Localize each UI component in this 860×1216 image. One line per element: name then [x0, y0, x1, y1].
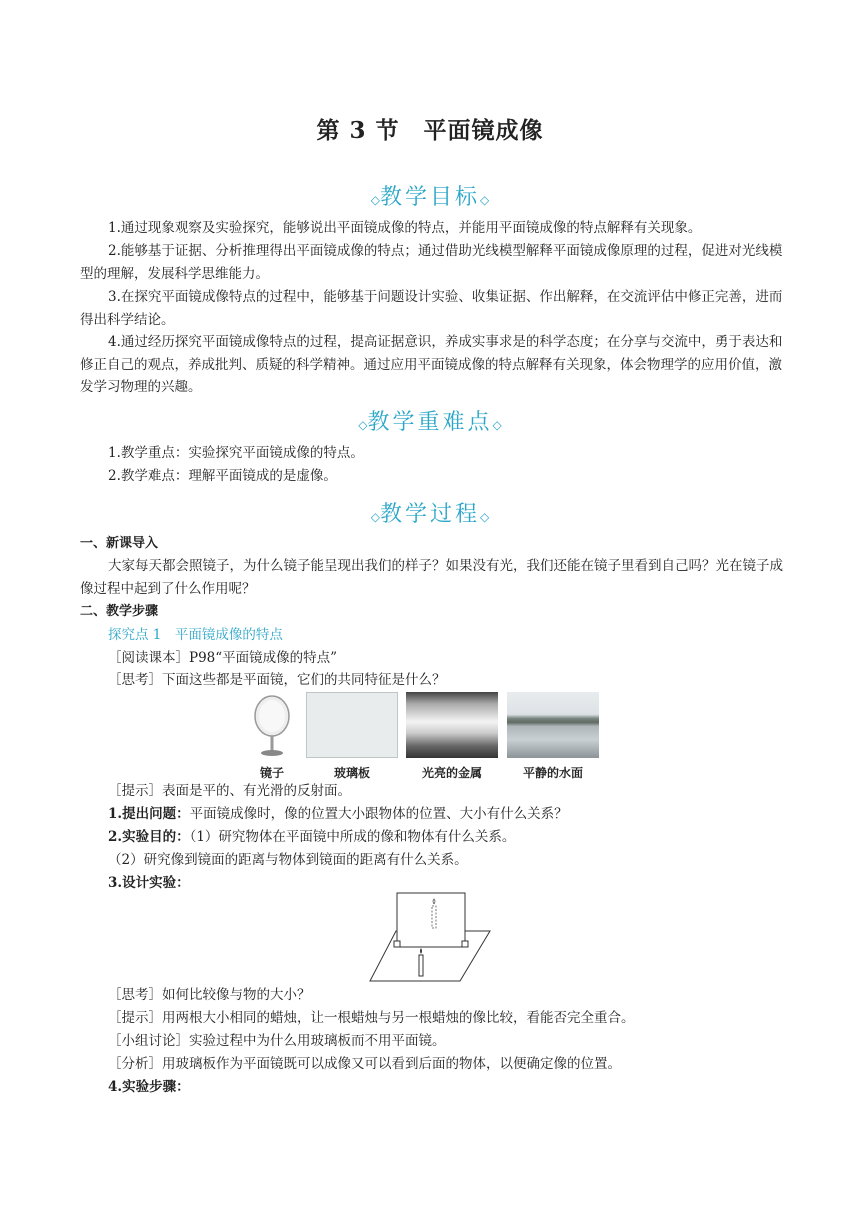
hint-line-2: ［提示］用两根大小相同的蜡烛，让一根蜡烛与另一根蜡烛的像比较，看能否完全重合。 [108, 1010, 635, 1026]
tag-think: ［思考］ [108, 672, 162, 688]
caption-mirror: 镜子 [259, 766, 284, 780]
diamond-icon: ◇ [492, 418, 502, 432]
tag-analysis: ［分析］ [108, 1056, 162, 1072]
experiment-diagram [368, 888, 492, 984]
analysis-line: ［分析］用玻璃板作为平面镜既可以成像又可以看到后面的物体，以便确定像的位置。 [108, 1056, 621, 1072]
goal-item: 4.通过经历探究平面镜成像特点的过程，提高证据意识，养成实事求是的科学态度；在分享与交流中，勇于表达和修正自己的观点，养成批判、质疑的科学精神。通过应用平面镜成像的特点解释有关现象，体会物理学的应用价值，激发学习物理的兴趣。 [80, 334, 783, 395]
goal-item: 2.能够基于证据、分析推理得出平面镜成像的特点；通过借助光线模型解释平面镜成像原理的过程，促进对光线模型的理解，发展科学思维能力。 [80, 243, 783, 282]
page-title: 第 3 节 平面镜成像 [316, 117, 544, 144]
tag-group: ［小组讨论］ [108, 1033, 189, 1049]
diamond-icon: ◇ [370, 510, 380, 524]
goal-item: 1.通过现象观察及实验探究，能够说出平面镜成像的特点，并能用平面镜成像的特点解释有关现象。 [108, 220, 702, 236]
caption-glass: 玻璃板 [333, 766, 370, 780]
mirror-image [247, 692, 297, 758]
diamond-icon: ◇ [480, 510, 490, 524]
question-line: 1.提出问题：平面镜成像时，像的位置大小跟物体的位置、大小有什么关系？ [108, 806, 568, 822]
diamond-icon: ◇ [358, 418, 368, 432]
shiny-metal-image [406, 692, 498, 758]
keypoint-item: 2.教学难点：理解平面镜成的是虚像。 [108, 468, 337, 484]
glass-plate-image [306, 692, 398, 758]
diamond-icon: ◇ [370, 193, 380, 207]
caption-water: 平静的水面 [522, 766, 583, 780]
explore-point-heading: 探究点 1 平面镜成像的特点 [108, 627, 283, 643]
steps-label: 4.实验步骤： [108, 1079, 190, 1095]
diamond-icon: ◇ [480, 193, 490, 207]
tag-hint: ［提示］ [108, 1010, 162, 1026]
design-label: 3.设计实验： [108, 875, 190, 891]
section-heading-goals: ◇教学目标◇ [370, 185, 490, 210]
heading-intro: 一、新课导入 [80, 536, 159, 551]
heading-steps: 二、教学步骤 [80, 604, 159, 619]
aim-line-2: （2）研究像到镜面的距离与物体到镜面的距离有什么关系。 [108, 852, 468, 868]
hint-line: ［提示］表面是平的、有光滑的反射面。 [108, 783, 351, 799]
tag-think: ［思考］ [108, 987, 162, 1003]
keypoint-item: 1.教学重点：实验探究平面镜成像的特点。 [108, 445, 364, 461]
section-heading-keypoints: ◇教学重难点◇ [358, 410, 502, 435]
goal-item: 3.在探究平面镜成像特点的过程中，能够基于问题设计实验、收集证据、作出解释，在交流评估中修正完善，进而得出科学结论。 [80, 289, 783, 328]
tag-hint: ［提示］ [108, 783, 162, 799]
aim-line: 2.实验目的：（1）研究物体在平面镜中所成的像和物体有什么关系。 [108, 829, 516, 845]
group-discussion-line: ［小组讨论］实验过程中为什么用玻璃板而不用平面镜。 [108, 1033, 446, 1049]
intro-paragraph: 大家每天都会照镜子，为什么镜子能呈现出我们的样子？如果没有光，我们还能在镜子里看到自己吗？光在镜子成像过程中起到了什么作用呢？ [80, 558, 783, 597]
read-textbook-line: ［阅读课本］P98“平面镜成像的特点” [108, 650, 338, 666]
think-line-2: ［思考］如何比较像与物的大小？ [108, 987, 311, 1003]
tag-read: ［阅读课本］ [108, 650, 189, 666]
think-line: ［思考］下面这些都是平面镜，它们的共同特征是什么？ [108, 672, 446, 688]
calm-water-image [507, 692, 599, 758]
section-heading-process: ◇教学过程◇ [370, 502, 490, 527]
caption-metal: 光亮的金属 [421, 766, 482, 780]
